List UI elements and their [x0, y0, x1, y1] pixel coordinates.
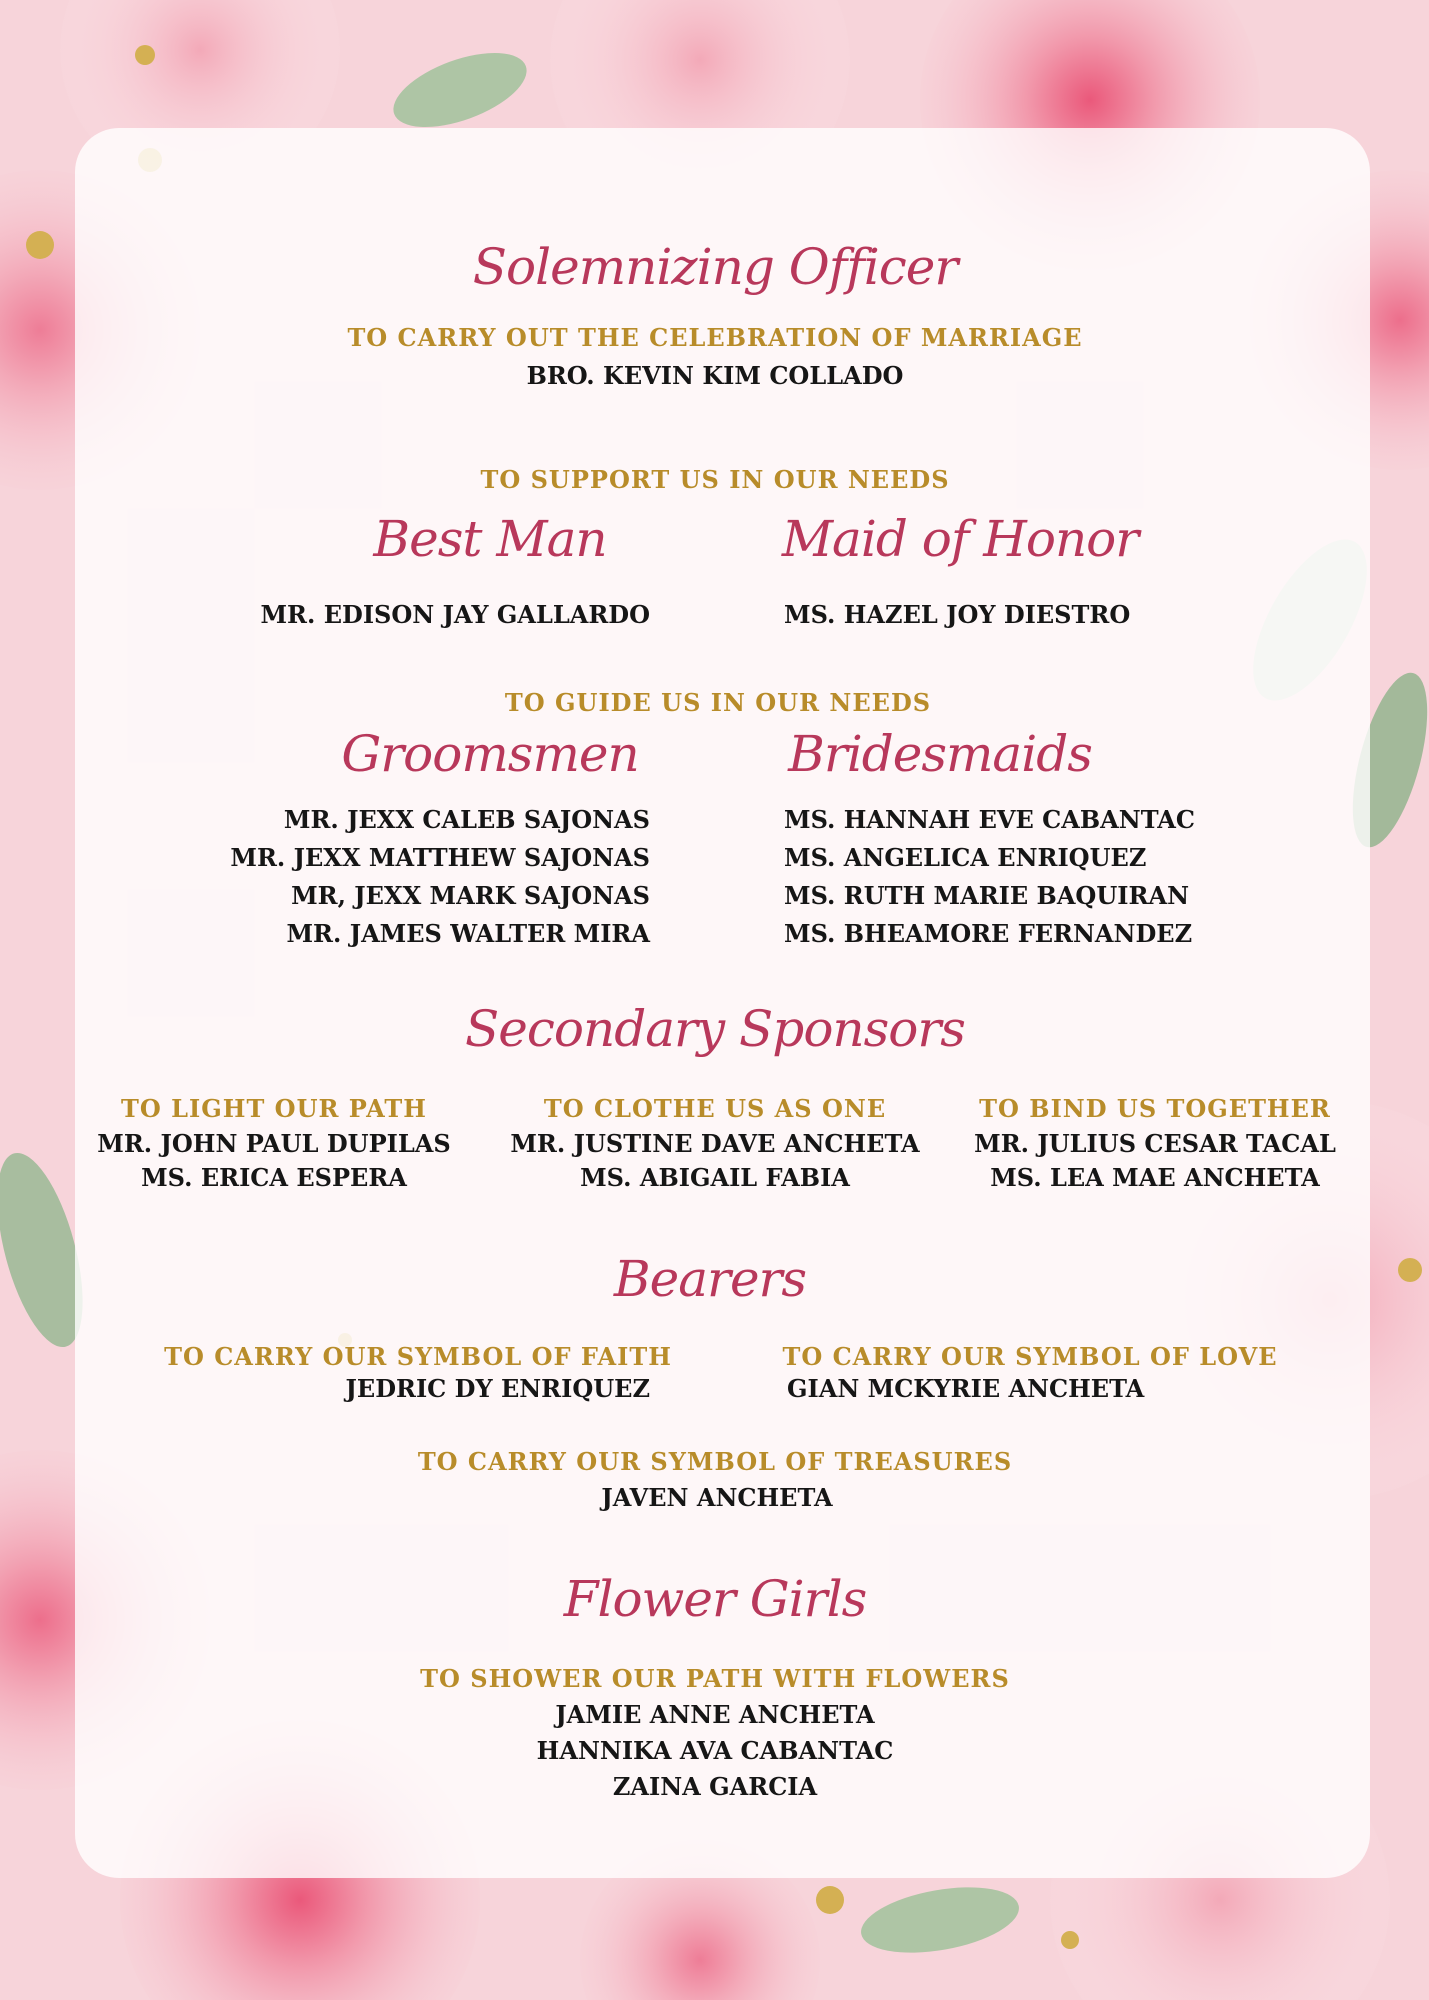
list-item: MR. JUSTINE DAVE ANCHETA — [510, 1129, 920, 1158]
secondary-bind-list — [965, 1127, 1345, 1195]
groomsmen-list — [230, 801, 650, 953]
secondary-sponsors-title: Secondary Sponsors — [465, 1000, 965, 1058]
list-item: MS. LEA MAE ANCHETA — [990, 1163, 1320, 1192]
best-man-name: MR. EDISON JAY GALLARDO — [260, 600, 650, 629]
list-item: MS. BHEAMORE FERNANDEZ — [784, 919, 1193, 948]
list-item: MS. ANGELICA ENRIQUEZ — [784, 843, 1147, 872]
flower-girls-list — [465, 1697, 965, 1805]
bearer-love-role: TO CARRY OUR SYMBOL OF LOVE — [782, 1342, 1278, 1371]
list-item: MR. JOHN PAUL DUPILAS — [97, 1129, 451, 1158]
flower-girls-title: Flower Girls — [563, 1570, 867, 1628]
best-man-title: Best Man — [373, 510, 607, 568]
secondary-role-light: TO LIGHT OUR PATH — [121, 1094, 427, 1123]
solemnizing-title: Solemnizing Officer — [472, 238, 958, 296]
bridesmaids-title: Bridesmaids — [788, 725, 1092, 783]
list-item: MS. HANNAH EVE CABANTAC — [784, 805, 1195, 834]
solemnizing-name: BRO. KEVIN KIM COLLADO — [526, 361, 904, 390]
secondary-role-clothe: TO CLOTHE US AS ONE — [543, 1094, 887, 1123]
maid-of-honor-title: Maid of Honor — [781, 510, 1139, 568]
secondary-clothe-list — [495, 1127, 935, 1195]
list-item: MR. JEXX MATTHEW SAJONAS — [230, 843, 650, 872]
list-item: MR. JEXX CALEB SAJONAS — [283, 805, 650, 834]
secondary-light-list — [94, 1127, 454, 1195]
list-item: MR. JAMES WALTER MIRA — [286, 919, 650, 948]
secondary-role-bind: TO BIND US TOGETHER — [979, 1094, 1331, 1123]
groomsmen-title: Groomsmen — [341, 725, 639, 783]
guide-heading: TO GUIDE US IN OUR NEEDS — [504, 688, 932, 717]
bearer-treasures-name: JAVEN ANCHETA — [601, 1483, 833, 1512]
bearer-treasures-role: TO CARRY OUR SYMBOL OF TREASURES — [417, 1447, 1013, 1476]
list-item: MS. ABIGAIL FABIA — [580, 1163, 850, 1192]
bearer-love-name: GIAN MCKYRIE ANCHETA — [787, 1374, 1145, 1403]
list-item: MR. JULIUS CESAR TACAL — [974, 1129, 1336, 1158]
list-item: JAMIE ANNE ANCHETA — [555, 1700, 875, 1729]
list-item: MS. RUTH MARIE BAQUIRAN — [784, 881, 1189, 910]
support-heading: TO SUPPORT US IN OUR NEEDS — [480, 465, 950, 494]
list-item: HANNIKA AVA CABANTAC — [536, 1736, 894, 1765]
list-item: MR, JEXX MARK SAJONAS — [291, 881, 650, 910]
bridesmaids-list — [784, 801, 1195, 953]
list-item: MS. ERICA ESPERA — [141, 1163, 407, 1192]
bearer-faith-role: TO CARRY OUR SYMBOL OF FAITH — [164, 1342, 672, 1371]
flower-girls-role: TO SHOWER OUR PATH WITH FLOWERS — [420, 1664, 1010, 1693]
bearer-faith-name: JEDRIC DY ENRIQUEZ — [345, 1374, 650, 1403]
list-item: ZAINA GARCIA — [612, 1772, 818, 1801]
maid-of-honor-name: MS. HAZEL JOY DIESTRO — [784, 600, 1131, 629]
solemnizing-role: TO CARRY OUT THE CELEBRATION OF MARRIAGE — [347, 323, 1083, 352]
bearers-title: Bearers — [613, 1250, 807, 1308]
